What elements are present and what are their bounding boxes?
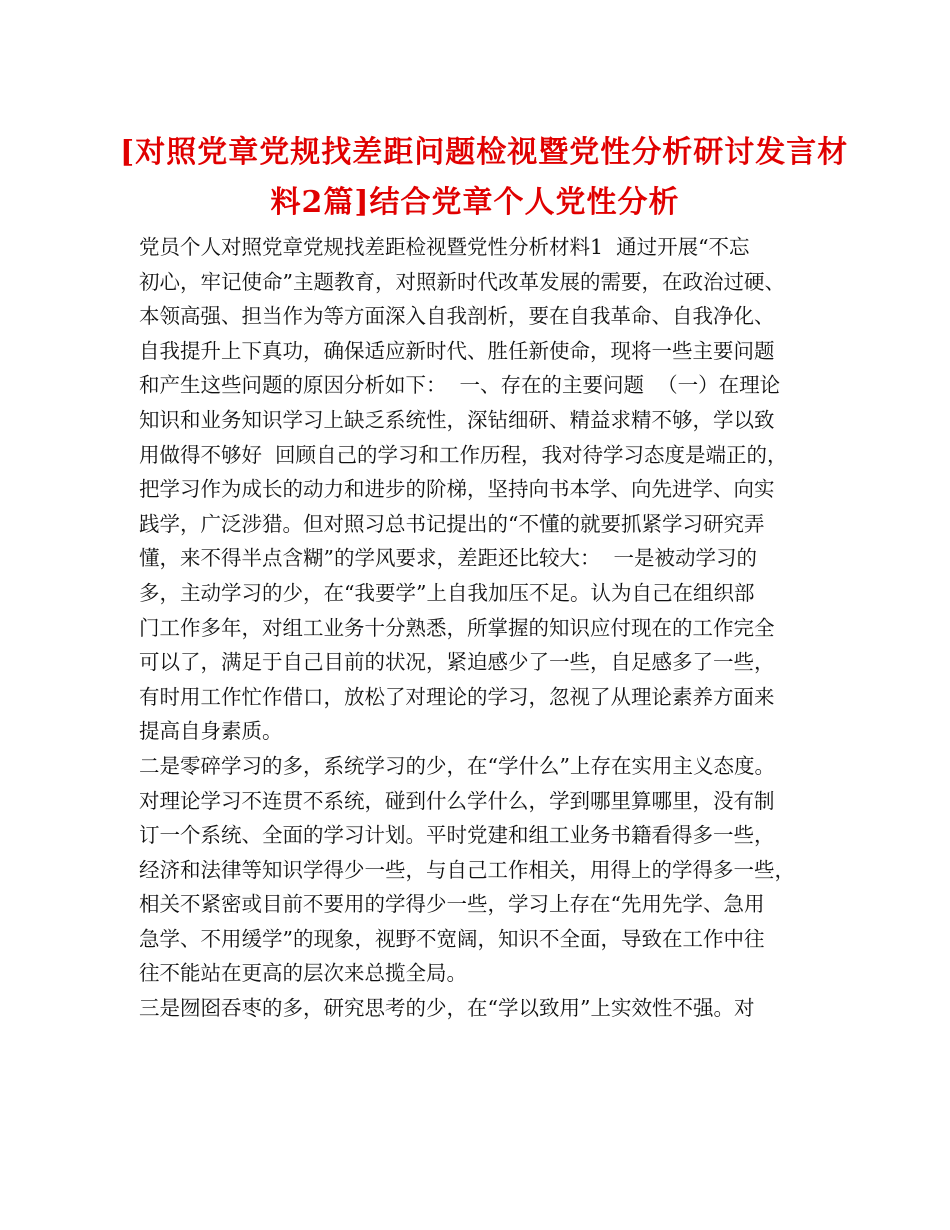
body-line: 践学，广泛涉猎。但对照习总书记提出的“不懂的就要抓紧学习研究弄 [139,511,765,536]
body-line: 党员个人对照党章党规找差距检视暨党性分析材料1 通过开展“不忘 [139,235,750,259]
body-line: 知识和业务知识学习上缺乏系统性，深钻细研、精益求精不够，学以致 [139,407,775,432]
body-line: 急学、不用缓学”的现象，视野不宽阔，知识不全面，导致在工作中往 [139,926,765,951]
body-line: 对理论学习不连贯不系统，碰到什么学什么，学到哪里算哪里，没有制 [139,788,775,813]
body-line: 用做得不够好 回顾自己的学习和工作历程，我对待学习态度是端正的， [139,442,788,467]
body-line: 自我提升上下真功，确保适应新时代、胜任新使命，现将一些主要问题 [139,338,775,363]
body-line: 订一个系统、全面的学习计划。平时党建和组工业务书籍看得多一些， [139,823,775,848]
body-line: 二是零碎学习的多，系统学习的少，在“学什么”上存在实用主义态度。 [139,753,775,778]
body-line: 和产生这些问题的原因分析如下： 一、存在的主要问题 （一）在理论 [139,373,781,398]
body-line: 把学习作为成长的动力和进步的阶梯，坚持向书本学、向先进学、向实 [139,477,775,502]
title-line: 料2篇]结合党章个人党性分析 [270,185,680,220]
body-line: 三是囫囵吞枣的多，研究思考的少，在“学以致用”上实效性不强。对 [139,996,755,1021]
body-line: 经济和法律等知识学得少一些，与自己工作相关，用得上的学得多一些， [139,857,795,882]
body-line: 往不能站在更高的层次来总揽全局。 [139,961,467,986]
body-line: 初心，牢记使命”主题教育，对照新时代改革发展的需要，在政治过硬、 [139,269,785,294]
body-line: 门工作多年，对组工业务十分熟悉，所掌握的知识应付现在的工作完全 [139,615,775,640]
body-line: 多，主动学习的少，在“我要学”上自我加压不足。认为自己在组织部 [139,580,755,605]
body-line: 本领高强、担当作为等方面深入自我剖析，要在自我革命、自我净化、 [139,304,775,329]
document-body [139,230,819,1026]
title-line: [对照党章党规找差距问题检视暨党性分析研讨发言材 [120,135,849,170]
body-line: 提高自身素质。 [139,719,283,744]
body-line: 懂，来不得半点含糊”的学风要求，差距还比较大： 一是被动学习的 [139,546,758,571]
body-line: 相关不紧密或目前不要用的学得少一些，学习上存在“先用先学、急用 [139,892,765,917]
body-line: 可以了，满足于自己目前的状况，紧迫感少了一些，自足感多了一些， [139,650,775,675]
document-title [120,128,849,228]
body-line: 有时用工作忙作借口，放松了对理论的学习，忽视了从理论素养方面来 [139,684,775,709]
